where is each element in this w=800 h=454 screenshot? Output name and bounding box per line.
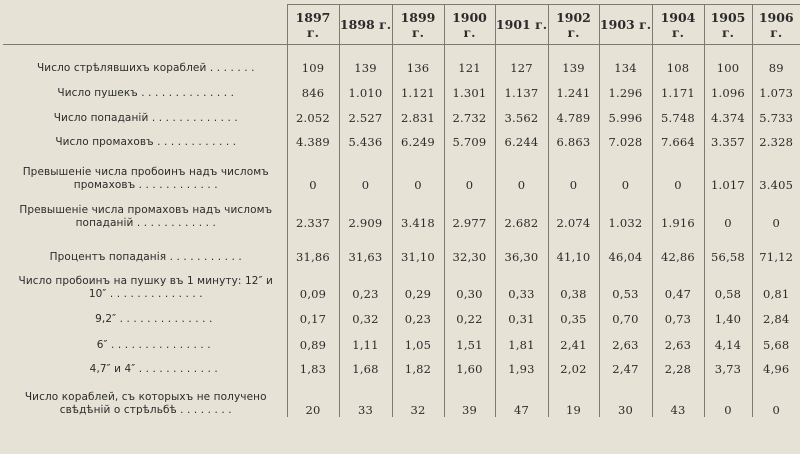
table-cell: 139 [339, 45, 392, 76]
table-cell: 0,22 [444, 301, 495, 326]
table-cell: 1,93 [495, 352, 548, 376]
table-cell: 41,10 [548, 230, 599, 264]
table-cell: 4.789 [548, 100, 599, 125]
table-row [3, 376, 800, 417]
table-cell: 1.017 [704, 149, 752, 192]
table-cell: 3.562 [495, 100, 548, 125]
table-cell: 4.389 [287, 125, 339, 149]
year-header: 1898 г. [339, 5, 392, 45]
header-corner [3, 5, 287, 45]
table-cell: 109 [287, 45, 339, 76]
table-cell: 2,02 [548, 352, 599, 376]
table-cell: 2.682 [495, 192, 548, 230]
table-cell: 0,30 [444, 264, 495, 301]
table-cell: 1.073 [752, 75, 800, 100]
table-row [3, 45, 800, 76]
table-cell: 39 [444, 376, 495, 417]
table-cell: 2,47 [599, 352, 652, 376]
table-cell: 0,23 [392, 301, 444, 326]
table-cell: 32 [392, 376, 444, 417]
table-cell: 31,63 [339, 230, 392, 264]
row-label: Число пробоинъ на пушку въ 1 минуту: 12″ и 10″ . . . . . . . . . . . . . . [18, 275, 273, 300]
table-cell: 0 [444, 149, 495, 192]
table-cell: 0 [704, 376, 752, 417]
table-cell: 2,84 [752, 301, 800, 326]
table-row [3, 301, 800, 326]
year-header: 1906 г. [752, 5, 800, 45]
table-cell: 1.137 [495, 75, 548, 100]
table-cell: 33 [339, 376, 392, 417]
table-cell: 1,40 [704, 301, 752, 326]
table-cell: 1.296 [599, 75, 652, 100]
row-label: Превышеніе числа пробоинъ надъ числомъ промаховъ . . . . . . . . . . . . [22, 166, 269, 191]
table-cell: 4,96 [752, 352, 800, 376]
table-cell: 7.028 [599, 125, 652, 149]
table-cell: 1.171 [652, 75, 704, 100]
table-cell: 4,14 [704, 326, 752, 352]
row-label: 6″ . . . . . . . . . . . . . . . [96, 339, 211, 351]
table-cell: 2.831 [392, 100, 444, 125]
table-cell: 19 [548, 376, 599, 417]
table-cell: 89 [752, 45, 800, 76]
table-cell: 3,73 [704, 352, 752, 376]
table-cell: 139 [548, 45, 599, 76]
table-cell: 31,10 [392, 230, 444, 264]
year-header: 1904 г. [652, 5, 704, 45]
table-cell: 46,04 [599, 230, 652, 264]
year-header: 1897 г. [287, 5, 339, 45]
table-cell: 0,73 [652, 301, 704, 326]
table-cell: 1.096 [704, 75, 752, 100]
table-cell: 4.374 [704, 100, 752, 125]
table-cell: 2.074 [548, 192, 599, 230]
table-cell: 20 [287, 376, 339, 417]
row-label: Число кораблей, съ которыхъ не получено свѣдѣній о стрѣльбѣ . . . . . . . . [24, 391, 267, 416]
table-cell: 2,41 [548, 326, 599, 352]
table-row [3, 75, 800, 100]
table-cell: 32,30 [444, 230, 495, 264]
table-cell: 127 [495, 45, 548, 76]
table-cell: 2.527 [339, 100, 392, 125]
table-cell: 1,11 [339, 326, 392, 352]
table-cell: 121 [444, 45, 495, 76]
row-label: Число промаховъ . . . . . . . . . . . . [55, 136, 237, 148]
row-label: Процентъ попаданія . . . . . . . . . . . [49, 251, 242, 263]
table-row [3, 230, 800, 264]
table-cell: 5.733 [752, 100, 800, 125]
table-cell: 1,51 [444, 326, 495, 352]
table-row [3, 149, 800, 192]
table-cell: 0,47 [652, 264, 704, 301]
table-cell: 0 [392, 149, 444, 192]
table-cell: 0 [752, 192, 800, 230]
row-label: Число попаданій . . . . . . . . . . . . . [53, 112, 238, 124]
table-cell: 5.709 [444, 125, 495, 149]
table-cell: 2.337 [287, 192, 339, 230]
table-cell: 0 [704, 192, 752, 230]
table-cell: 0,35 [548, 301, 599, 326]
table-cell: 0,23 [339, 264, 392, 301]
table-row [3, 125, 800, 149]
table-row [3, 326, 800, 352]
table-cell: 1.032 [599, 192, 652, 230]
table-cell: 43 [652, 376, 704, 417]
year-header: 1905 г. [704, 5, 752, 45]
table-row [3, 192, 800, 230]
table-row [3, 352, 800, 376]
year-header: 1900 г. [444, 5, 495, 45]
row-label: Число стрѣлявшихъ кораблей . . . . . . . [36, 62, 255, 74]
table-cell: 3.405 [752, 149, 800, 192]
row-label: 9,2″ . . . . . . . . . . . . . . [95, 313, 213, 325]
table-cell: 1,68 [339, 352, 392, 376]
table-cell: 3.357 [704, 125, 752, 149]
table-cell: 6.244 [495, 125, 548, 149]
table-cell: 2.732 [444, 100, 495, 125]
table-cell: 0 [548, 149, 599, 192]
table-cell: 5.996 [599, 100, 652, 125]
year-header: 1902 г. [548, 5, 599, 45]
table-cell: 2.328 [752, 125, 800, 149]
year-header: 1901 г. [495, 5, 548, 45]
row-label: 4,7″ и 4″ . . . . . . . . . . . . [89, 363, 218, 375]
table-cell: 0,09 [287, 264, 339, 301]
table-cell: 0,32 [339, 301, 392, 326]
table-cell: 1.916 [652, 192, 704, 230]
table-cell: 0,89 [287, 326, 339, 352]
table-cell: 2.052 [287, 100, 339, 125]
table-cell: 0 [339, 149, 392, 192]
year-header: 1899 г. [392, 5, 444, 45]
table-cell: 31,86 [287, 230, 339, 264]
year-header: 1903 г. [599, 5, 652, 45]
table-cell: 0,38 [548, 264, 599, 301]
table-cell: 1.301 [444, 75, 495, 100]
table-cell: 1.010 [339, 75, 392, 100]
table-cell: 2,63 [652, 326, 704, 352]
table-cell: 3.418 [392, 192, 444, 230]
table-cell: 0,81 [752, 264, 800, 301]
gunnery-statistics-table [3, 4, 800, 417]
table-cell: 30 [599, 376, 652, 417]
row-label: Превышеніе числа промаховъ надъ числомъ попаданій . . . . . . . . . . . . [19, 204, 273, 229]
table-cell: 5,68 [752, 326, 800, 352]
header-row [3, 5, 800, 45]
table-cell: 0 [652, 149, 704, 192]
table-cell: 846 [287, 75, 339, 100]
table-cell: 108 [652, 45, 704, 76]
table-cell: 0,29 [392, 264, 444, 301]
table-cell: 5.436 [339, 125, 392, 149]
table-cell: 0,17 [287, 301, 339, 326]
table-cell: 0 [599, 149, 652, 192]
table-cell: 2.977 [444, 192, 495, 230]
table-cell: 1,60 [444, 352, 495, 376]
table-cell: 1,81 [495, 326, 548, 352]
table-cell: 1.121 [392, 75, 444, 100]
table-cell: 36,30 [495, 230, 548, 264]
table-cell: 2,28 [652, 352, 704, 376]
table-cell: 0,70 [599, 301, 652, 326]
table-row [3, 100, 800, 125]
table-cell: 0,31 [495, 301, 548, 326]
table-cell: 134 [599, 45, 652, 76]
table-cell: 136 [392, 45, 444, 76]
table-cell: 1.241 [548, 75, 599, 100]
table-cell: 2.909 [339, 192, 392, 230]
table-cell: 6.863 [548, 125, 599, 149]
table-cell: 2,63 [599, 326, 652, 352]
table-cell: 0 [287, 149, 339, 192]
table-cell: 0 [752, 376, 800, 417]
table-row [3, 264, 800, 301]
table-cell: 71,12 [752, 230, 800, 264]
table-cell: 0 [495, 149, 548, 192]
table-cell: 56,58 [704, 230, 752, 264]
table-cell: 7.664 [652, 125, 704, 149]
table-cell: 1,82 [392, 352, 444, 376]
row-label: Число пушекъ . . . . . . . . . . . . . . [57, 87, 235, 99]
table-cell: 0,58 [704, 264, 752, 301]
table-cell: 47 [495, 376, 548, 417]
table-cell: 6.249 [392, 125, 444, 149]
table-cell: 1,05 [392, 326, 444, 352]
table-cell: 42,86 [652, 230, 704, 264]
table-cell: 5.748 [652, 100, 704, 125]
table-cell: 0,53 [599, 264, 652, 301]
table-cell: 0,33 [495, 264, 548, 301]
table-cell: 1,83 [287, 352, 339, 376]
table-cell: 100 [704, 45, 752, 76]
